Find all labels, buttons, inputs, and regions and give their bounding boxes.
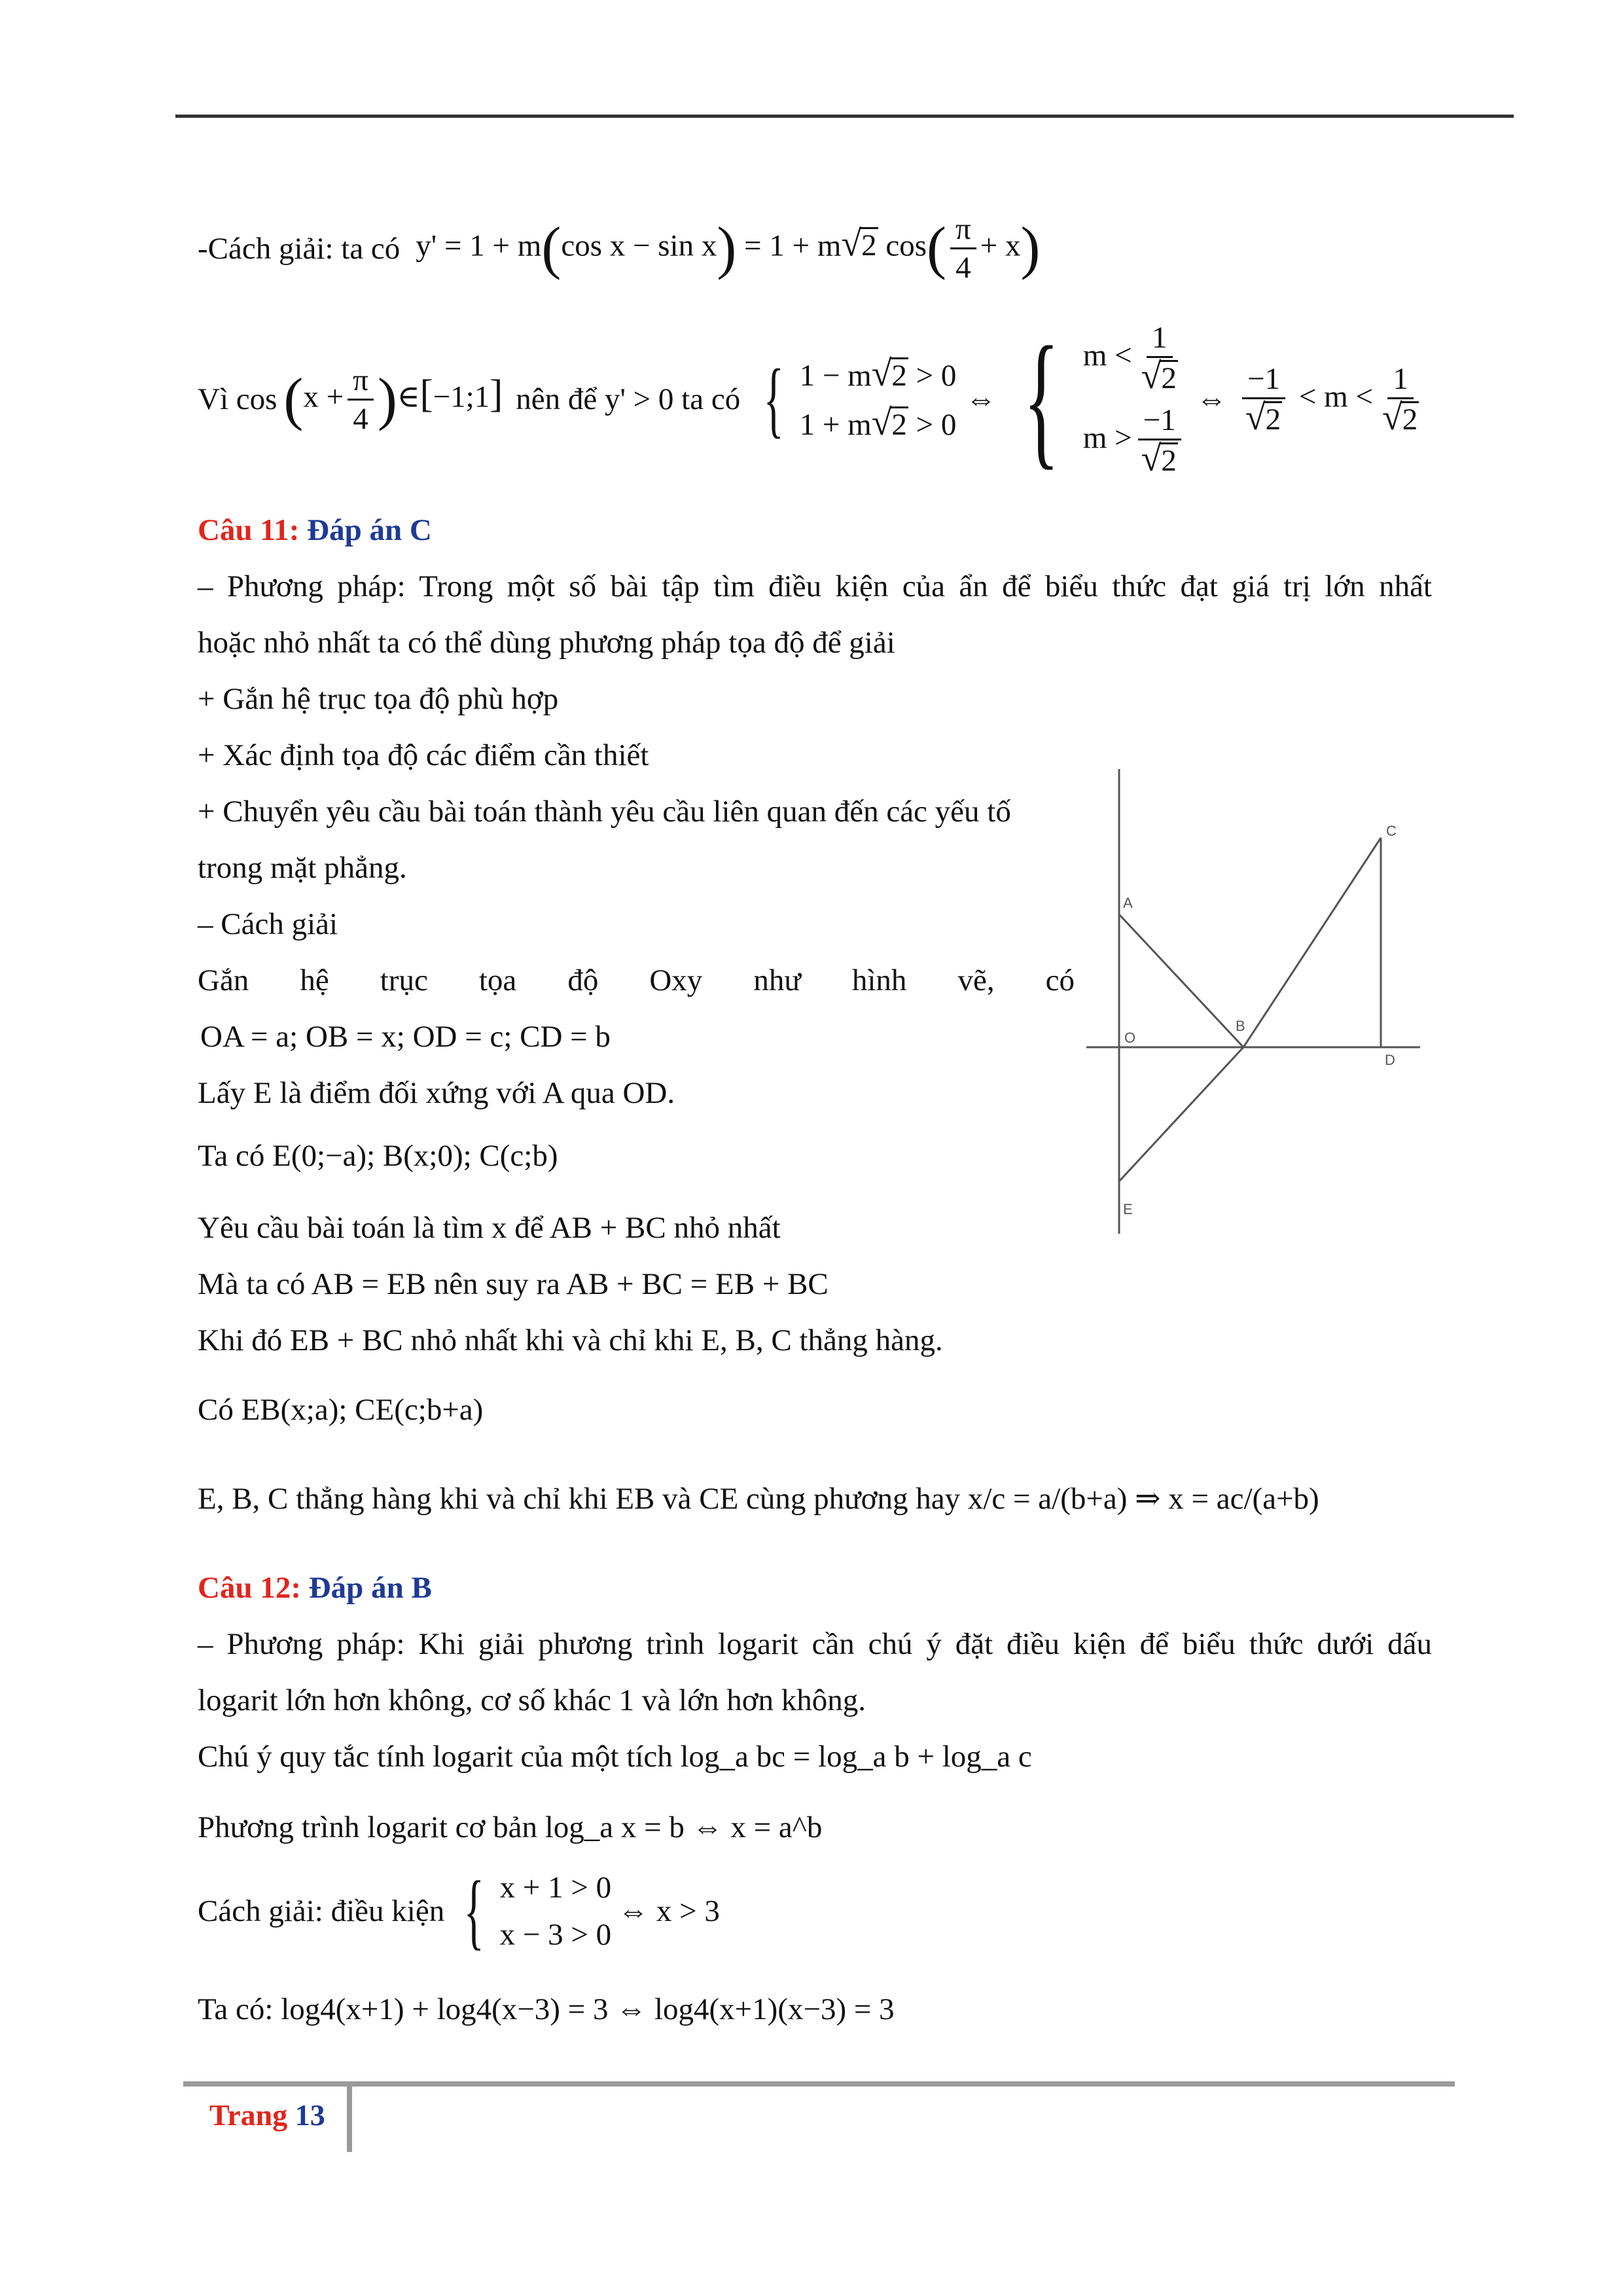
footer-rule <box>183 2081 1455 2087</box>
q12-condition-row-2: x − 3 > 0 <box>499 1918 612 1952</box>
q11-step-2: + Xác định tọa độ các điểm cần thiết <box>198 738 649 772</box>
q12-heading-label: Câu 12: <box>198 1571 301 1605</box>
page-label: Trang <box>209 2098 288 2132</box>
point-c-label: C <box>1386 823 1397 839</box>
q11-setup-line: Gắn hệ trục tọa độ Oxy như hình vẽ, có <box>198 963 1075 997</box>
q12-condition-result: ⇔ x > 3 <box>618 1894 720 1928</box>
q12-rule-line: Chú ý quy tắc tính logarit của một tích log_a bc = log_a b + log_a c <box>198 1740 1032 1774</box>
q10-system-2-row-2: m > $\frac{-1}{√2}$ <box>1083 402 1187 479</box>
q10-condition-line <box>198 314 1428 484</box>
q11-heading-label: Câu 11: <box>198 513 300 547</box>
segment-ab <box>1119 914 1243 1047</box>
q11-heading <box>198 511 432 550</box>
segment-bc <box>1243 838 1381 1047</box>
q10-vi-label: Vì cos <box>198 382 277 416</box>
q10-derivative-line <box>198 211 1041 286</box>
q10-system-1-row-1: 1 − m√2 > 0 <box>799 353 957 394</box>
coordinate-figure <box>1086 762 1427 1240</box>
q12-condition-label: Cách giải: điều kiện <box>198 1894 445 1928</box>
q11-reflect-line: Lấy E là điểm đối xứng với A qua OD. <box>198 1076 675 1110</box>
q10-system-1-row-2: 1 + m√2 > 0 <box>799 403 957 443</box>
q11-collinear-line: E, B, C thẳng hàng khi và chỉ khi EB và CE cùng phương hay x/c = a/(b+a) ⇒ x = ac/(a+b) <box>198 1482 1319 1516</box>
q10-solution-label: -Cách giải: ta có <box>198 231 401 266</box>
q12-heading <box>198 1568 432 1607</box>
q11-minimal-line: Khi đó EB + BC nhỏ nhất khi và chỉ khi E, B, C thẳng hàng. <box>198 1323 943 1357</box>
q11-step-1: + Gắn hệ trục tọa độ phù hợp <box>198 682 559 716</box>
header-rule <box>175 115 1514 118</box>
q11-vectors-line: Có EB(x;a); CE(c;b+a) <box>198 1393 484 1427</box>
q10-system-2: { m < $\frac{1}{√2}$ m > $\frac{-1}{√2}$ <box>1005 319 1186 479</box>
q12-basic-line: Phương trình logarit cơ bản log_a x = b ⇔ x = a^b <box>198 1810 823 1844</box>
q12-method-line-2: logarit lớn hơn không, cơ số khác 1 và lớn hơn không. <box>198 1683 866 1717</box>
segment-eb <box>1119 1047 1243 1181</box>
q10-condition-text: nên để y' > 0 ta có <box>516 382 741 416</box>
q11-step-3a: + Chuyển yêu cầu bài toán thành yêu cầu liên quan đến các yếu tố <box>198 795 1011 829</box>
q11-method-line-2: hoặc nhỏ nhất ta có thể dùng phương pháp tọa độ để giải <box>198 626 895 660</box>
q10-iff-1: ⇔ <box>965 382 997 416</box>
q12-equation-line: Ta có: log4(x+1) + log4(x−3) = 3 ⇔ log4(x+1)(x−3) = 3 <box>198 1992 895 2026</box>
q12-condition-system: { x + 1 > 0 x − 3 > 0 <box>463 1864 612 1958</box>
q11-coords-line: Ta có E(0;−a); B(x;0); C(c;b) <box>198 1139 558 1173</box>
point-b-label: B <box>1236 1018 1245 1034</box>
q10-system-1: { 1 − m√2 > 0 1 + m√2 > 0 <box>763 352 957 446</box>
q11-require-line: Yêu cầu bài toán là tìm x để AB + BC nhỏ nhất <box>198 1211 781 1245</box>
q11-solution-label: – Cách giải <box>198 907 338 941</box>
page-footer <box>209 2098 325 2132</box>
q12-method-line-1: – Phương pháp: Khi giải phương trình logarit cần chú ý đặt điều kiện để biểu thức dưới dấu <box>198 1627 1432 1661</box>
q12-condition-line <box>198 1865 720 1957</box>
q10-derivative-formula: y' = 1 + m(cos x − sin x) = 1 + m√2 cos( $\frac{\pi}{4}$ + x) <box>416 212 1041 285</box>
point-e-label: E <box>1123 1201 1133 1217</box>
page-number: 13 <box>294 2098 325 2132</box>
footer-tab-divider <box>347 2087 352 2152</box>
q10-result: $\frac{-1}{√2}$ < m < $\frac{1}{√2}$ <box>1236 361 1428 438</box>
q11-heading-answer: Đáp án C <box>307 513 432 547</box>
q11-step-3b: trong mặt phẳng. <box>198 851 407 885</box>
point-o-label: O <box>1124 1030 1136 1046</box>
q10-cos-range: (x + $\frac{\pi}{4}$ )∈[−1;1] <box>283 363 503 436</box>
q11-method-line-1: – Phương pháp: Trong một số bài tập tìm điều kiện của ẩn để biểu thức đạt giá trị lớn nhất <box>198 569 1432 603</box>
q10-system-2-row-1: m < $\frac{1}{√2}$ <box>1082 321 1177 397</box>
q11-equal-line: Mà ta có AB = EB nên suy ra AB + BC = EB + BC <box>198 1267 829 1301</box>
point-a-label: A <box>1123 895 1133 911</box>
q12-condition-row-1: x + 1 > 0 <box>499 1871 612 1905</box>
q11-setup-math: OA = a; OB = x; OD = c; CD = b <box>200 1020 611 1054</box>
q12-heading-answer: Đáp án B <box>308 1571 432 1605</box>
point-d-label: D <box>1385 1052 1395 1068</box>
q10-iff-2: ⇔ <box>1196 382 1227 416</box>
